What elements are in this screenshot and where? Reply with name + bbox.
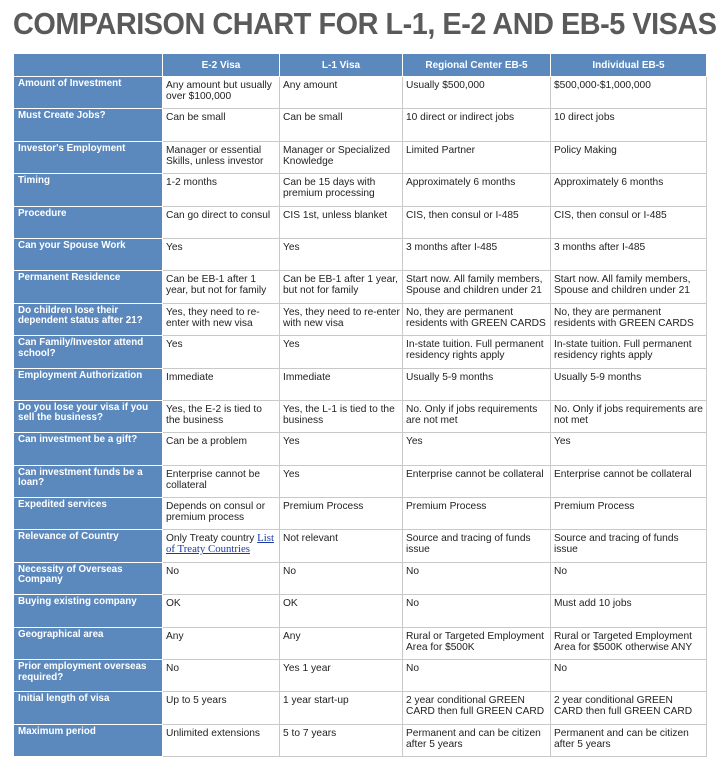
table-row [14, 368, 707, 400]
cell-regional-eb5: 10 direct or indirect jobs [403, 109, 551, 141]
comparison-table [13, 53, 707, 757]
table-header [14, 54, 707, 77]
cell-e2: Any amount but usually over $100,000 [163, 77, 280, 109]
row-header: Can investment funds be a loan? [14, 465, 163, 497]
cell-e2: Yes, they need to re-enter with new visa [163, 303, 280, 335]
cell-e2: OK [163, 595, 280, 627]
row-header: Expedited services [14, 498, 163, 530]
cell-l1: Yes [280, 238, 403, 270]
cell-l1: Premium Process [280, 498, 403, 530]
cell-l1: Any [280, 627, 403, 659]
cell-regional-eb5: CIS, then consul or I-485 [403, 206, 551, 238]
table-row [14, 77, 707, 109]
cell-e2: Up to 5 years [163, 692, 280, 724]
cell-e2: Yes, the E-2 is tied to the business [163, 400, 280, 432]
row-header: Timing [14, 174, 163, 206]
cell-l1: Any amount [280, 77, 403, 109]
table-row [14, 595, 707, 627]
table-row [14, 660, 707, 692]
treaty-country-text: Only Treaty country [166, 533, 258, 545]
cell-l1: Can be 15 days with premium processing [280, 174, 403, 206]
cell-individual-eb5: In-state tuition. Full permanent residency rights apply [551, 336, 707, 368]
cell-regional-eb5: Limited Partner [403, 141, 551, 173]
header-row [14, 54, 707, 77]
cell-l1: Yes, they need to re-enter with new visa [280, 303, 403, 335]
cell-individual-eb5: Must add 10 jobs [551, 595, 707, 627]
row-header: Employment Authorization [14, 368, 163, 400]
cell-regional-eb5: Usually $500,000 [403, 77, 551, 109]
cell-e2: 1-2 months [163, 174, 280, 206]
cell-l1: Immediate [280, 368, 403, 400]
row-header: Can Family/Investor attend school? [14, 336, 163, 368]
table-row [14, 465, 707, 497]
cell-individual-eb5: CIS, then consul or I-485 [551, 206, 707, 238]
cell-regional-eb5: Rural or Targeted Employment Area for $500K [403, 627, 551, 659]
cell-e2: Can be small [163, 109, 280, 141]
table-row [14, 400, 707, 432]
cell-l1: OK [280, 595, 403, 627]
cell-e2: Can be a problem [163, 433, 280, 465]
cell-e2: Can be EB-1 after 1 year, but not for family [163, 271, 280, 303]
cell-individual-eb5: 3 months after I-485 [551, 238, 707, 270]
cell-regional-eb5: 3 months after I-485 [403, 238, 551, 270]
cell-l1: Can be small [280, 109, 403, 141]
cell-l1: Yes [280, 465, 403, 497]
table-row [14, 433, 707, 465]
row-header: Can your Spouse Work [14, 238, 163, 270]
cell-individual-eb5: No [551, 660, 707, 692]
cell-individual-eb5: Yes [551, 433, 707, 465]
cell-individual-eb5: Usually 5-9 months [551, 368, 707, 400]
cell-e2 [163, 530, 280, 562]
cell-e2: Yes [163, 336, 280, 368]
cell-l1: Can be EB-1 after 1 year, but not for family [280, 271, 403, 303]
column-header-individual-eb5: Individual EB-5 [551, 54, 707, 77]
row-header: Prior employment overseas required? [14, 660, 163, 692]
cell-individual-eb5: 10 direct jobs [551, 109, 707, 141]
cell-regional-eb5: No [403, 660, 551, 692]
cell-regional-eb5: Yes [403, 433, 551, 465]
table-row [14, 724, 707, 756]
cell-e2: No [163, 660, 280, 692]
cell-individual-eb5: No [551, 562, 707, 594]
table-row [14, 238, 707, 270]
table-row [14, 206, 707, 238]
cell-l1: 5 to 7 years [280, 724, 403, 756]
cell-regional-eb5: No. Only if jobs requirements are not met [403, 400, 551, 432]
cell-e2: Can go direct to consul [163, 206, 280, 238]
table-body [14, 77, 707, 757]
table-row [14, 271, 707, 303]
cell-individual-eb5: 2 year conditional GREEN CARD then full GREEN CARD [551, 692, 707, 724]
cell-individual-eb5: Start now. All family members, Spouse and children under 21 [551, 271, 707, 303]
row-header: Can investment be a gift? [14, 433, 163, 465]
cell-l1: Yes 1 year [280, 660, 403, 692]
cell-regional-eb5: Approximately 6 months [403, 174, 551, 206]
cell-individual-eb5: Permanent and can be citizen after 5 years [551, 724, 707, 756]
cell-l1: Yes [280, 433, 403, 465]
cell-individual-eb5: No, they are permanent residents with GREEN CARDS [551, 303, 707, 335]
cell-e2: Immediate [163, 368, 280, 400]
cell-regional-eb5: No [403, 562, 551, 594]
table-row [14, 498, 707, 530]
cell-individual-eb5: Approximately 6 months [551, 174, 707, 206]
table-row [14, 530, 707, 562]
cell-individual-eb5: Rural or Targeted Employment Area for $500K otherwise ANY [551, 627, 707, 659]
cell-l1: 1 year start-up [280, 692, 403, 724]
cell-l1: Yes, the L-1 is tied to the business [280, 400, 403, 432]
cell-regional-eb5: Source and tracing of funds issue [403, 530, 551, 562]
cell-l1: Yes [280, 336, 403, 368]
cell-regional-eb5: Permanent and can be citizen after 5 years [403, 724, 551, 756]
column-header-e2: E-2 Visa [163, 54, 280, 77]
cell-individual-eb5: Policy Making [551, 141, 707, 173]
cell-regional-eb5: Usually 5-9 months [403, 368, 551, 400]
cell-e2: Enterprise cannot be collateral [163, 465, 280, 497]
page-title: COMPARISON CHART FOR L-1, E-2 AND EB-5 VISAS [13, 6, 717, 41]
cell-regional-eb5: Start now. All family members, Spouse and children under 21 [403, 271, 551, 303]
cell-individual-eb5: Source and tracing of funds issue [551, 530, 707, 562]
row-header: Geographical area [14, 627, 163, 659]
column-header-regional-eb5: Regional Center EB-5 [403, 54, 551, 77]
cell-regional-eb5: No, they are permanent residents with GREEN CARDS [403, 303, 551, 335]
header-corner [14, 54, 163, 77]
row-header: Must Create Jobs? [14, 109, 163, 141]
cell-l1: Manager or Specialized Knowledge [280, 141, 403, 173]
cell-individual-eb5: $500,000-$1,000,000 [551, 77, 707, 109]
cell-regional-eb5: Enterprise cannot be collateral [403, 465, 551, 497]
row-header: Maximum period [14, 724, 163, 756]
row-header: Investor's Employment [14, 141, 163, 173]
row-header: Do children lose their dependent status after 21? [14, 303, 163, 335]
cell-individual-eb5: No. Only if jobs requirements are not met [551, 400, 707, 432]
table-row [14, 109, 707, 141]
table-row [14, 141, 707, 173]
cell-individual-eb5: Enterprise cannot be collateral [551, 465, 707, 497]
table-row [14, 692, 707, 724]
cell-regional-eb5: No [403, 595, 551, 627]
table-row [14, 562, 707, 594]
cell-l1: CIS 1st, unless blanket [280, 206, 403, 238]
cell-regional-eb5: 2 year conditional GREEN CARD then full GREEN CARD [403, 692, 551, 724]
cell-e2: Any [163, 627, 280, 659]
row-header: Do you lose your visa if you sell the business? [14, 400, 163, 432]
row-header: Amount of Investment [14, 77, 163, 109]
cell-e2: Yes [163, 238, 280, 270]
treaty-countries-link[interactable]: List of Treaty Countries [166, 532, 274, 556]
row-header: Relevance of Country [14, 530, 163, 562]
table-row [14, 336, 707, 368]
table-row [14, 627, 707, 659]
column-header-l1: L-1 Visa [280, 54, 403, 77]
cell-e2: No [163, 562, 280, 594]
table-row [14, 174, 707, 206]
cell-e2: Unlimited extensions [163, 724, 280, 756]
cell-l1: Not relevant [280, 530, 403, 562]
cell-individual-eb5: Premium Process [551, 498, 707, 530]
row-header: Permanent Residence [14, 271, 163, 303]
row-header: Procedure [14, 206, 163, 238]
cell-e2: Manager or essential Skills, unless investor [163, 141, 280, 173]
cell-regional-eb5: In-state tuition. Full permanent residency rights apply [403, 336, 551, 368]
row-header: Initial length of visa [14, 692, 163, 724]
table-row [14, 303, 707, 335]
row-header: Buying existing company [14, 595, 163, 627]
row-header: Necessity of Overseas Company [14, 562, 163, 594]
cell-l1: No [280, 562, 403, 594]
cell-e2: Depends on consul or premium process [163, 498, 280, 530]
cell-regional-eb5: Premium Process [403, 498, 551, 530]
